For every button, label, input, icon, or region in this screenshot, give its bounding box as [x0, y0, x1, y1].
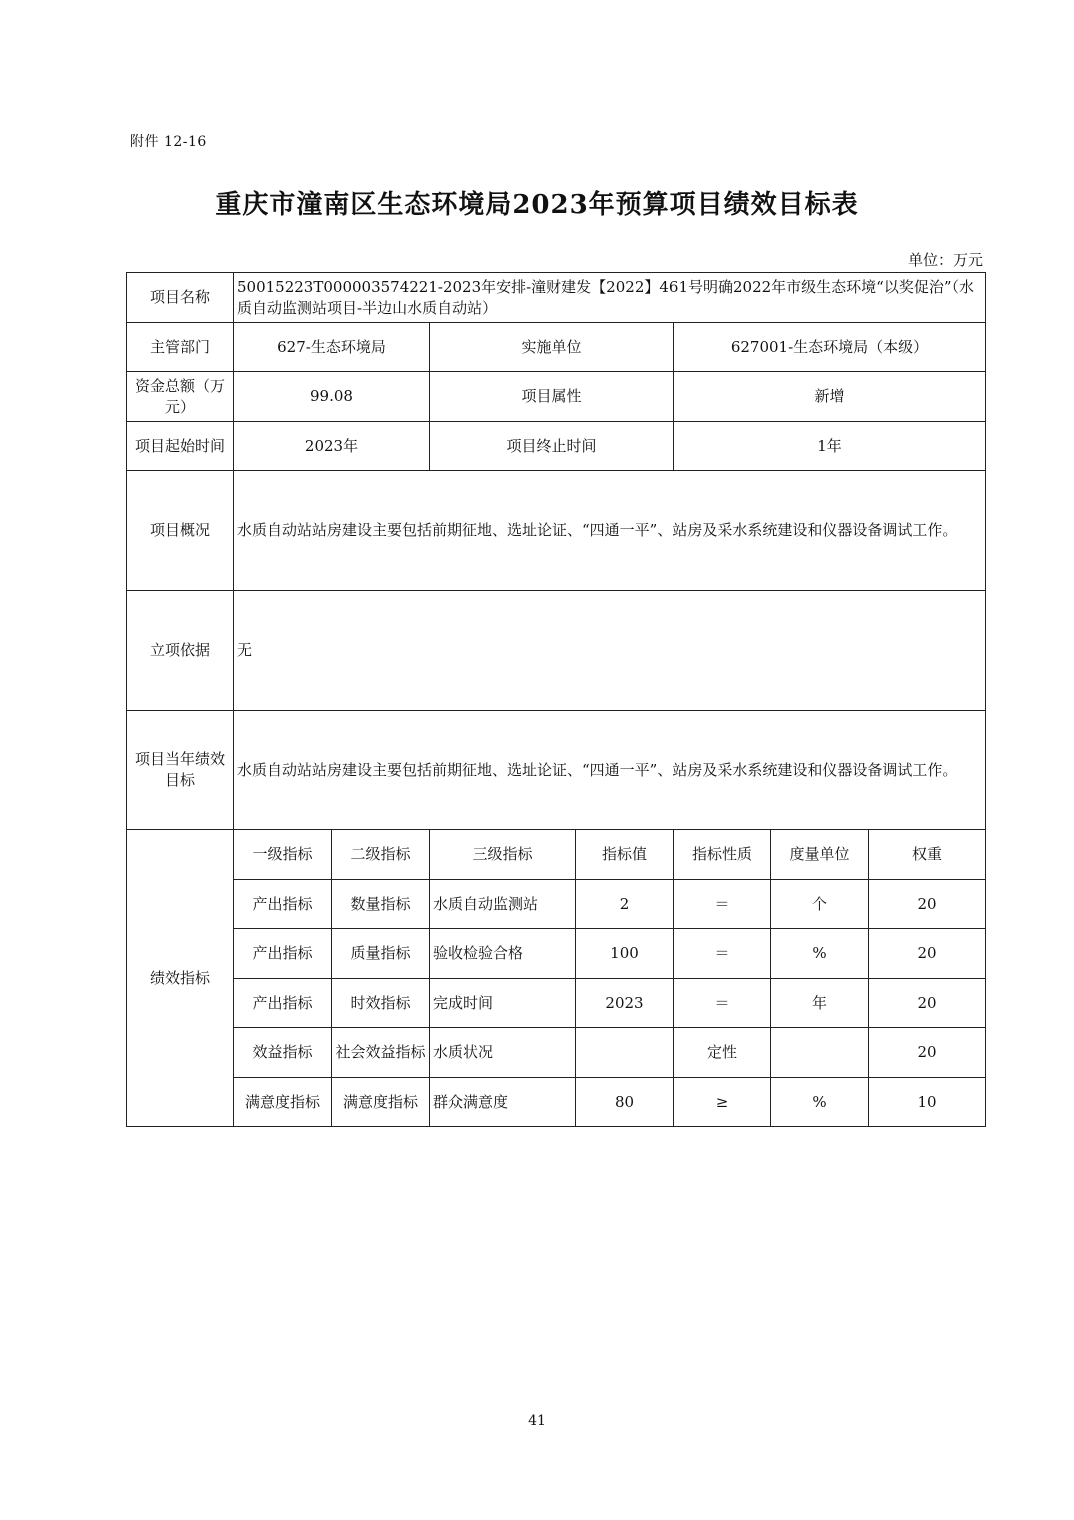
unit-cell: [771, 1028, 869, 1078]
indicators-section-label: 绩效指标: [127, 830, 234, 1127]
start-label: 项目起始时间: [127, 422, 234, 471]
performance-target-table: [126, 272, 986, 1127]
level2-cell: 社会效益指标: [332, 1028, 430, 1078]
level1-cell: 满意度指标: [234, 1078, 332, 1127]
nature-cell: ＝: [674, 880, 771, 929]
overview-value: 水质自动站站房建设主要包括前期征地、选址论证、“四通一平”、站房及采水系统建设和仪器设备调试工作。: [234, 471, 986, 591]
level1-cell: 产出指标: [234, 929, 332, 979]
level3-cell: 水质状况: [430, 1028, 576, 1078]
level1-cell: 效益指标: [234, 1028, 332, 1078]
start-value: 2023年: [234, 422, 430, 471]
weight-cell: 20: [869, 929, 986, 979]
level3-cell: 群众满意度: [430, 1078, 576, 1127]
indicator-row: [127, 880, 986, 929]
dept-label: 主管部门: [127, 323, 234, 372]
header-level3: 三级指标: [430, 830, 576, 880]
department-row: [127, 323, 986, 372]
indicator-row: [127, 1078, 986, 1127]
impl-label: 实施单位: [430, 323, 674, 372]
weight-cell: 20: [869, 880, 986, 929]
indicator-row: [127, 979, 986, 1028]
unit-cell: %: [771, 1078, 869, 1127]
project-name-label: 项目名称: [127, 273, 234, 323]
level2-cell: 质量指标: [332, 929, 430, 979]
header-unit: 度量单位: [771, 830, 869, 880]
weight-cell: 20: [869, 1028, 986, 1078]
level2-cell: 时效指标: [332, 979, 430, 1028]
goal-label: 项目当年绩效目标: [127, 711, 234, 830]
level3-cell: 完成时间: [430, 979, 576, 1028]
overview-row: [127, 471, 986, 591]
weight-cell: 10: [869, 1078, 986, 1127]
period-row: [127, 422, 986, 471]
basis-value: 无: [234, 591, 986, 711]
overview-label: 项目概况: [127, 471, 234, 591]
level1-cell: 产出指标: [234, 979, 332, 1028]
nature-cell: ＝: [674, 929, 771, 979]
nature-cell: ＝: [674, 979, 771, 1028]
value-cell: 100: [576, 929, 674, 979]
dept-value: 627-生态环境局: [234, 323, 430, 372]
header-weight: 权重: [869, 830, 986, 880]
project-name-value: 50015223T000003574221-2023年安排-潼财建发【2022】461号明确2022年市级生态环境“以奖促治”（水质自动监测站项目-半边山水质自动站）: [234, 273, 986, 323]
unit-label: 单位：万元: [907, 251, 983, 269]
value-cell: 2023: [576, 979, 674, 1028]
basis-label: 立项依据: [127, 591, 234, 711]
basis-row: [127, 591, 986, 711]
weight-cell: 20: [869, 979, 986, 1028]
project-name-row: [127, 273, 986, 323]
indicator-row: [127, 1028, 986, 1078]
attr-label: 项目属性: [430, 372, 674, 422]
indicator-row: [127, 929, 986, 979]
value-cell: 2: [576, 880, 674, 929]
fund-value: 99.08: [234, 372, 430, 422]
level1-cell: 产出指标: [234, 880, 332, 929]
header-nature: 指标性质: [674, 830, 771, 880]
level3-cell: 水质自动监测站: [430, 880, 576, 929]
end-value: 1年: [674, 422, 986, 471]
impl-value: 627001-生态环境局（本级）: [674, 323, 986, 372]
attachment-label: 附件 12-16: [130, 134, 207, 150]
nature-cell: ≥: [674, 1078, 771, 1127]
level3-cell: 验收检验合格: [430, 929, 576, 979]
header-level1: 一级指标: [234, 830, 332, 880]
header-value: 指标值: [576, 830, 674, 880]
page-number: 41: [528, 1413, 546, 1429]
end-label: 项目终止时间: [430, 422, 674, 471]
nature-cell: 定性: [674, 1028, 771, 1078]
goal-row: [127, 711, 986, 830]
goal-value: 水质自动站站房建设主要包括前期征地、选址论证、“四通一平”、站房及采水系统建设和仪器设备调试工作。: [234, 711, 986, 830]
level2-cell: 数量指标: [332, 880, 430, 929]
indicator-header-row: [127, 830, 986, 880]
attr-value: 新增: [674, 372, 986, 422]
value-cell: 80: [576, 1078, 674, 1127]
unit-cell: 年: [771, 979, 869, 1028]
unit-cell: 个: [771, 880, 869, 929]
page-title: 重庆市潼南区生态环境局2023年预算项目绩效目标表: [215, 190, 859, 220]
fund-label: 资金总额（万元）: [127, 372, 234, 422]
header-level2: 二级指标: [332, 830, 430, 880]
level2-cell: 满意度指标: [332, 1078, 430, 1127]
value-cell: [576, 1028, 674, 1078]
unit-cell: %: [771, 929, 869, 979]
fund-row: [127, 372, 986, 422]
